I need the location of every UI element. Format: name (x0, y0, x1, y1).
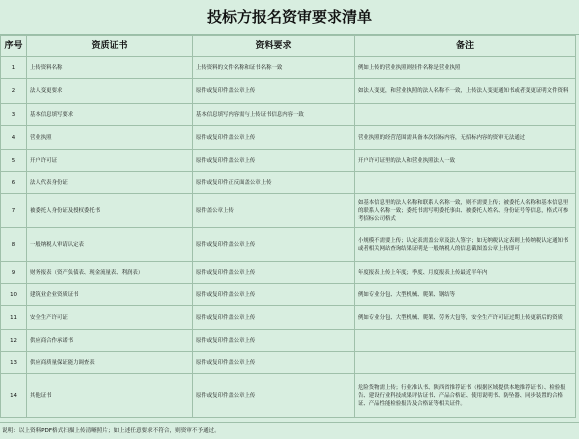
cell-cert: 法人代表身份证 (27, 172, 193, 194)
cell-req: 原件或复印件盖公章上传 (193, 262, 355, 284)
cell-cert: 法人变更要求 (27, 79, 193, 104)
cell-note (355, 172, 576, 194)
cell-no: 5 (1, 150, 27, 172)
footer-note: 说明：以上资料PDF格式扫描上传清晰照片；如上述任意要求不符合，则资审不予通过。 (0, 422, 579, 439)
table-row (1, 284, 576, 306)
cell-note: 如法人变更，和营业执照的法人名称不一致，上传法人变更通知书或者变更证明文件资料 (355, 79, 576, 104)
requirements-table (0, 35, 576, 418)
cell-req: 上传资料的文件名称和证书名称一致 (193, 57, 355, 79)
table-row (1, 172, 576, 194)
cell-cert: 一般纳税人审请认定表 (27, 228, 193, 262)
cell-no: 2 (1, 79, 27, 104)
cell-cert: 基本信息填写要求 (27, 104, 193, 126)
table-row (1, 228, 576, 262)
header-note: 备注 (355, 36, 576, 57)
table-row (1, 79, 576, 104)
table-row (1, 126, 576, 150)
cell-cert: 被委托人身份证及授权委托书 (27, 194, 193, 228)
header-cert: 资质证书 (27, 36, 193, 57)
cell-no: 11 (1, 306, 27, 330)
cell-req: 原件或复印件盖公章上传 (193, 284, 355, 306)
cell-req: 原件或复印件盖公章上传 (193, 228, 355, 262)
cell-cert: 安全生产许可证 (27, 306, 193, 330)
cell-no: 10 (1, 284, 27, 306)
table-row (1, 150, 576, 172)
header-req: 资料要求 (193, 36, 355, 57)
cell-no: 4 (1, 126, 27, 150)
header-no: 序号 (1, 36, 27, 57)
cell-req: 基本信息填写内容需与上传证书信息内容一致 (193, 104, 355, 126)
table-row (1, 104, 576, 126)
cell-cert: 其他证书 (27, 374, 193, 418)
cell-note: 例如上传的营业执照则挂件名称是营业执照 (355, 57, 576, 79)
table-row (1, 306, 576, 330)
cell-req: 原件或复印件盖公章上传 (193, 374, 355, 418)
table-row (1, 262, 576, 284)
table-row (1, 374, 576, 418)
cell-req: 原件或复印件盖公章上传 (193, 330, 355, 352)
cell-req: 原件或复印件盖公章上传 (193, 79, 355, 104)
cell-note: 开户许可证里的法人和营业执照法人一致 (355, 150, 576, 172)
cell-cert: 供应商质量保证能力调查表 (27, 352, 193, 374)
cell-req: 原件或复印件盖公章上传 (193, 150, 355, 172)
cell-no: 9 (1, 262, 27, 284)
sheet-title: 投标方报名资审要求清单 (0, 0, 579, 35)
cell-note: 如基本信息里的法人名称和联系人名称一致，则不需要上传；被委托人名称和基本信息里的联系人名称一致；委托书需写明委托事由、被委托人姓名、身份证号等信息，格式可参考招标公司格式 (355, 194, 576, 228)
cell-req: 原件或复印件盖公章上传 (193, 352, 355, 374)
cell-cert: 开户许可证 (27, 150, 193, 172)
cell-cert: 营业执照 (27, 126, 193, 150)
header-row (1, 36, 576, 57)
cell-note (355, 330, 576, 352)
cell-req: 原件盖公章上传 (193, 194, 355, 228)
table-row (1, 194, 576, 228)
cell-cert: 上传资料名称 (27, 57, 193, 79)
cell-note: 小规模不需要上传；认定表需盖公章及法人签字；如无纳税认定表则上传纳税认定通知书或者相关网站查询结果证明是一般纳税人的信息截图盖公章上传即可 (355, 228, 576, 262)
cell-note: 危险货物需上传；行业准认书、陕西省推荐证书（根据区域提供本地推荐证书）、检验报告、建设行业科技成果评估证书、产品合格证、使用说明书、防坠器、同步装置的合格证、产品性能检验报告及合格证等相关证件。 (355, 374, 576, 418)
table-row (1, 57, 576, 79)
cell-note: 例如专业分包、大型机械、爬架、钢结等 (355, 284, 576, 306)
cell-note: 年度报表上传上年度；季度、月度报表上传最近半年内 (355, 262, 576, 284)
cell-no: 8 (1, 228, 27, 262)
cell-note (355, 352, 576, 374)
cell-no: 1 (1, 57, 27, 79)
table-row (1, 330, 576, 352)
cell-no: 3 (1, 104, 27, 126)
cell-no: 6 (1, 172, 27, 194)
cell-cert: 财务报表（资产负债表、现金流量表、利润表） (27, 262, 193, 284)
cell-cert: 供应商合作承诺书 (27, 330, 193, 352)
cell-req: 原件或复印件盖公章上传 (193, 126, 355, 150)
cell-no: 7 (1, 194, 27, 228)
cell-no: 13 (1, 352, 27, 374)
cell-req: 原件或复印件盖公章上传 (193, 306, 355, 330)
cell-note: 营业执照的经营范围需具备本次招标内容，无招标内容的资审无法通过 (355, 126, 576, 150)
cell-req: 原件或复印件正反面盖公章上传 (193, 172, 355, 194)
cell-cert: 建筑业企业资质证书 (27, 284, 193, 306)
cell-note (355, 104, 576, 126)
cell-no: 14 (1, 374, 27, 418)
cell-note: 例如专业分包、大型机械、爬架、劳务大包等，安全生产许可证过期上传更新后的资质 (355, 306, 576, 330)
table-row (1, 352, 576, 374)
cell-no: 12 (1, 330, 27, 352)
